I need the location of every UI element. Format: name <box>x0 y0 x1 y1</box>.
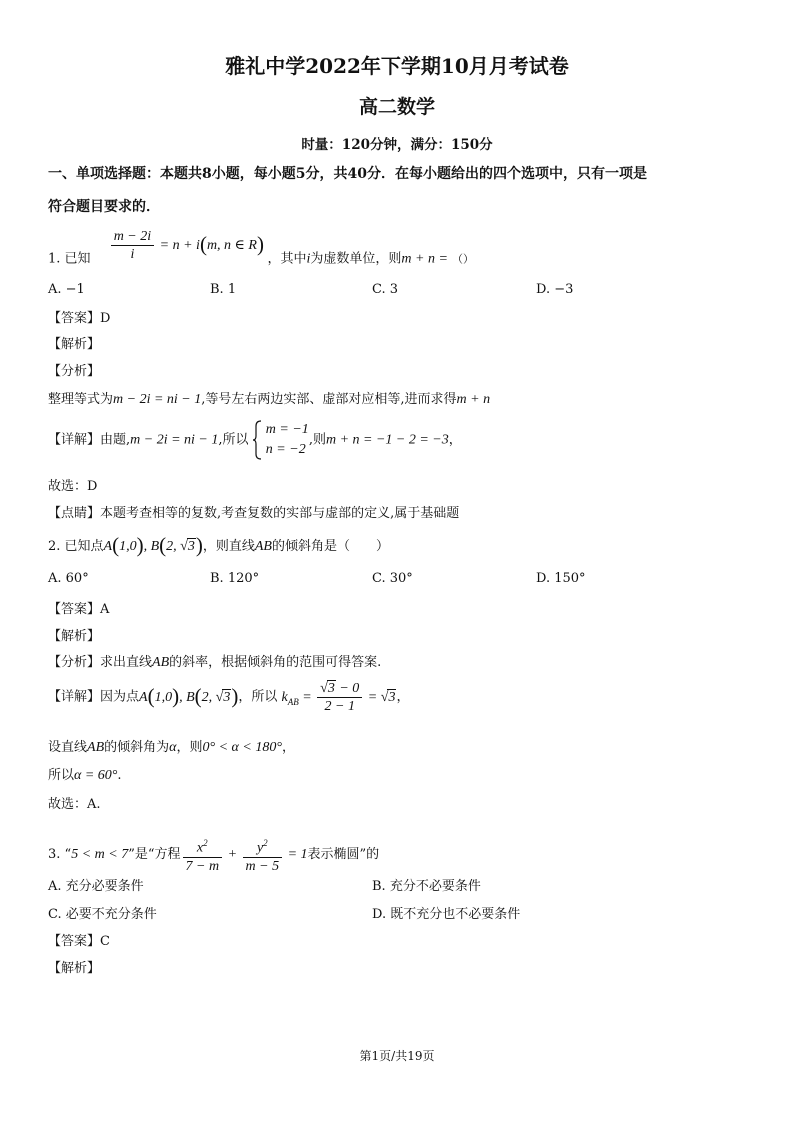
q2-line-ab: AB <box>87 740 105 755</box>
subject-title: 高二数学 <box>358 96 435 118</box>
q1-analysis-eq: m − 2i = ni − 1 <box>113 392 202 407</box>
q2-option-b: B. 120° <box>210 571 260 586</box>
q1-detail-b: ,所以 <box>218 432 249 448</box>
q1-analysis-b: ,等号左右两边实部、虚部对应相等,进而求得 <box>201 392 457 407</box>
q1-analysis-target: m + n <box>456 392 491 407</box>
q1-target-expr: m + n = <box>401 251 448 267</box>
q2-fenxi <box>48 651 381 671</box>
duration-info: 时量：120分钟，满分：150分 <box>301 137 493 153</box>
q2-alpha: α <box>169 740 177 755</box>
q1-prefix: 1. 已知 <box>48 251 91 267</box>
q1-analysis <box>48 388 490 408</box>
q2-option-a: A. 60° <box>48 571 89 586</box>
q2-mid: ，则直线 <box>202 539 255 554</box>
q1-detail: 【详解】由题,m − 2i = ni − 1,所以 m = −1 n = −2,则m + n = −1 − 2 = −3， <box>48 420 462 460</box>
q3-answer: 【答案】C <box>48 934 110 949</box>
q1-system: m = −1 n = −2 <box>253 420 309 460</box>
q3-jiexi: 【解析】 <box>48 961 101 976</box>
q3-stem <box>48 835 379 875</box>
q2-angle-line: 设直线AB的倾斜角为α，则0° < α < 180°， <box>48 740 295 755</box>
q2-line-b: 的倾斜角为 <box>104 740 170 755</box>
q1-option-d: D. −3 <box>536 282 574 297</box>
q2-detail-points: A(1,0), B(2, √3) <box>139 683 239 708</box>
q1-detail-result: m + n = −1 − 2 = −3 <box>325 432 449 448</box>
q1-equation: $\frac{m - 2i}{i}$ = n + i(m, n ∈ R) <box>109 238 268 253</box>
q2-line-name: AB <box>254 539 272 554</box>
page-number: 第1页/共19页 <box>359 1049 435 1063</box>
q2-detail: 【详解】因为点A(1,0), B(2, √3)，所以 $k_{AB}$ = $\frac{√3 - 0}{2 - 1}$ = √3， <box>48 681 410 714</box>
q1-option-c: C. 3 <box>372 282 399 297</box>
q3-prefix: 3. “ <box>48 847 72 863</box>
q2-fenxi-line: AB <box>152 655 170 670</box>
q2-prefix: 2. 已知点 <box>48 539 104 554</box>
q2-option-d: D. 150° <box>536 571 586 586</box>
q2-line-c: ，则 <box>176 740 203 755</box>
q2-slope: $k_{AB}$ = $\frac{√3 - 0}{2 - 1}$ = √3 <box>281 681 396 714</box>
q1-comment: 【点睛】本题考查相等的复数,考查复数的实部与虚部的定义,属于基础题 <box>48 506 460 521</box>
q1-conclusion: 故选：D <box>48 479 98 494</box>
q2-conclusion: 故选：A. <box>48 797 101 812</box>
q1-stem <box>48 228 474 268</box>
q3-mid: ”是“方程 <box>128 847 181 863</box>
q2-answer: 【答案】A <box>48 602 110 617</box>
q1-option-b: B. 1 <box>210 282 237 297</box>
q2-result: α = 60° <box>74 768 118 783</box>
q2-so-line: 所以α = 60°. <box>48 768 122 783</box>
q2-option-c: C. 30° <box>372 571 413 586</box>
q1-analysis-a: 整理等式为 <box>48 392 114 407</box>
q1-fenxi: 【分析】 <box>48 364 101 379</box>
q2-range: 0° < α < 180° <box>202 740 282 755</box>
brace-icon <box>253 420 262 460</box>
q1-mid-text: ，其中 <box>267 251 307 267</box>
q1-detail-c: ,则 <box>308 432 326 448</box>
q3-suffix: 表示椭圆”的 <box>307 847 380 863</box>
q3-option-b: B. 充分不必要条件 <box>372 879 481 894</box>
section-heading-line2: 符合题目要求的． <box>48 199 160 215</box>
q2-detail-a: 【详解】因为点 <box>48 689 140 705</box>
q1-detail-eq: m − 2i = ni − 1 <box>130 432 219 448</box>
q1-answer: 【答案】D <box>48 311 111 326</box>
q1-option-a: A. −1 <box>48 282 85 297</box>
q2-points: A(1,0), B(2, √3) <box>103 533 203 557</box>
q3-option-a: A. 充分必要条件 <box>48 879 144 894</box>
q3-equation: $\frac{x^2}{7 - m}$ + $\frac{y^2}{m - 5}$ = 1 <box>181 847 308 862</box>
q3-option-c: C. 必要不充分条件 <box>48 907 157 922</box>
q1-blank: （） <box>452 252 475 266</box>
q2-fenxi-b: 的斜率，根据倾斜角的范围可得答案. <box>169 655 382 670</box>
exam-title: 雅礼中学2022年下学期10月月考试卷 <box>225 54 569 78</box>
q2-fenxi-a: 【分析】求出直线 <box>48 655 153 670</box>
q2-so-a: 所以 <box>48 768 75 783</box>
q2-detail-b: ，所以 <box>238 689 278 705</box>
q2-jiexi: 【解析】 <box>48 629 101 644</box>
section-heading-line1: 一、单项选择题：本题共8小题，每小题5分，共40分．在每小题给出的四个选项中，只有一项是 <box>48 166 647 182</box>
q2-line-a: 设直线 <box>48 740 88 755</box>
q1-jiexi: 【解析】 <box>48 337 101 352</box>
q1-mid-text2: 为虚数单位，则 <box>310 251 402 267</box>
q2-stem <box>48 533 389 558</box>
q3-condition: 5 < m < 7 <box>71 847 129 863</box>
q2-suffix: 的倾斜角是（ ） <box>271 539 389 554</box>
q1-detail-a: 【详解】由题, <box>48 432 131 448</box>
q1-imag-unit: i <box>306 251 311 267</box>
q3-option-d: D. 既不充分也不必要条件 <box>372 907 521 922</box>
